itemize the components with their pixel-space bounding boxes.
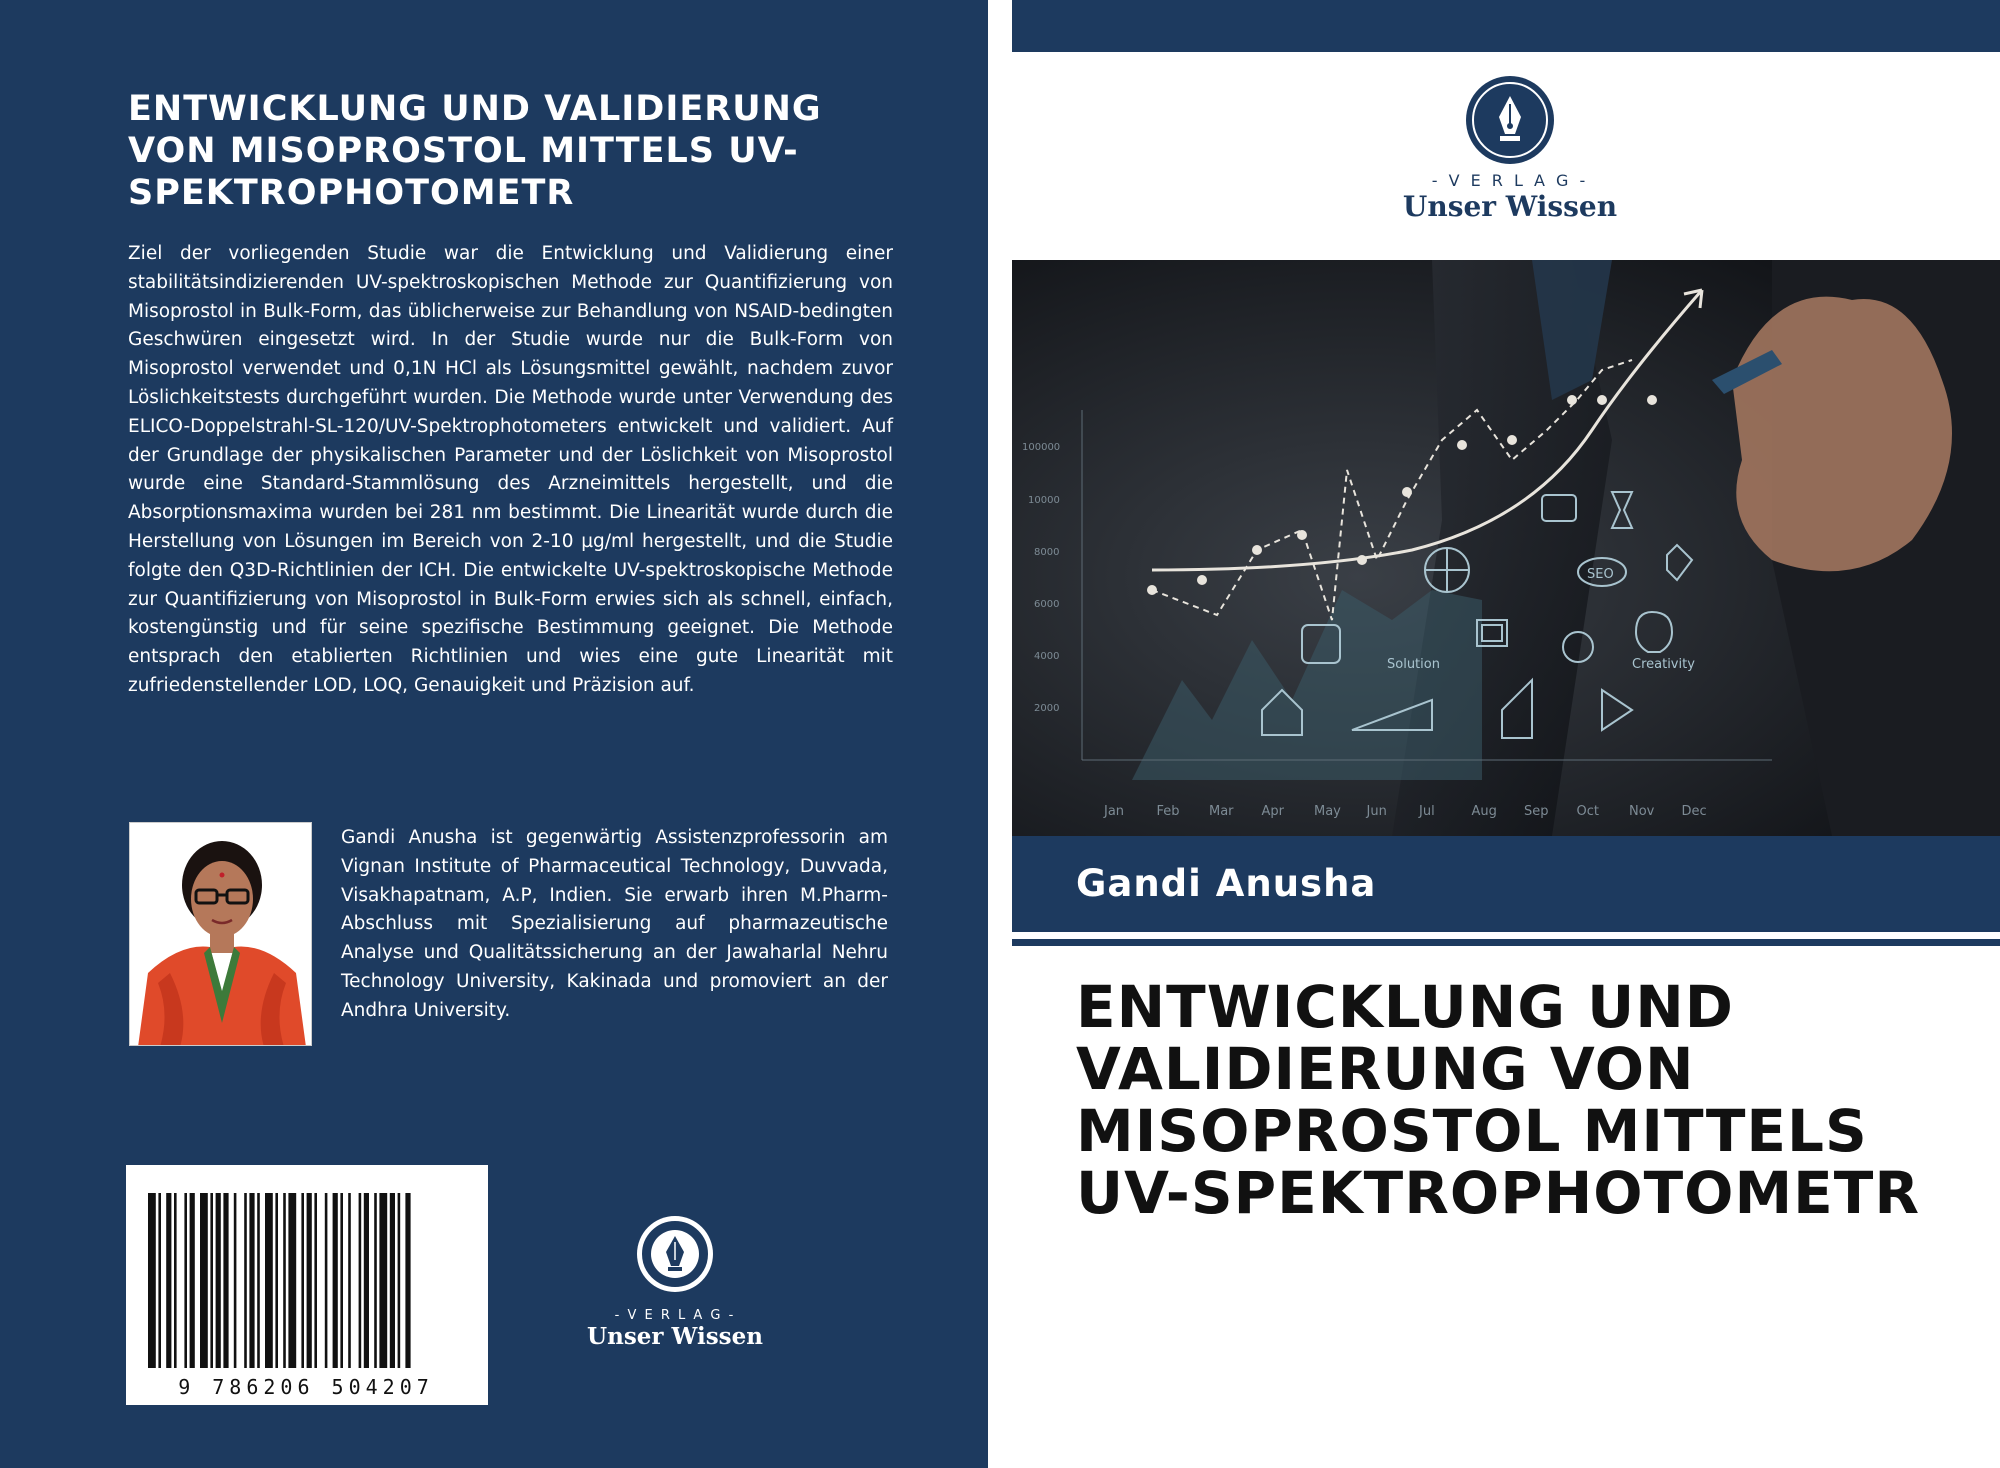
month-label: Dec xyxy=(1681,804,1707,819)
back-cover-abstract: Ziel der vorliegenden Studie war die Entwicklung und Validierung einer stabilitätsindizierenden UV-spektroskopischen Methode zur Quantifizierung von Misoprostol in Bulk-Form, das üblicherweise zur Behandlung von NSAID-bedingten Geschwüren eingesetzt wird. In der Studie wurde nur die Bulk-Form von Misoprostol verwendet und 0,1N HCl als Lösungsmittel gewählt, nachdem zuvor Löslichkeitstests durchgeführt wurden. Die Methode wurde unter Verwendung des ELICO-Doppelstrahl-SL-120/UV-Spektrophotometers entwickelt und validiert. Auf der Grundlage der physikalischen Parameter und der Löslichkeit von Misoprostol wurde eine Standard-Stammlösung des Arzneimittels hergestellt, und die Absorptionsmaxima wurden bei 281 nm bestimmt. Die Linearität wurde durch die Herstellung von Lösungen im Bereich von 2-10 µg/ml hergestellt, und die Studie folgte den Q3D-Richtlinien der ICH. Die entwickelte UV-spektroskopische Methode zur Quantifizierung von Misoprostol in Bulk-Form erwies sich als schnell, einfach, kostengünstig und für seine spezifische Bestimmung geeignet. Die Methode entsprach den etablierten Richtlinien und wies eine gute Linearität mit zufriedenstellender LOD, LOQ, Genauigkeit und Präzision auf. xyxy=(128,243,893,696)
front-divider xyxy=(1012,939,2000,946)
isbn-barcode xyxy=(126,1165,488,1405)
y-tick: 2000 xyxy=(1034,703,1060,714)
icon-label-creativity: Creativity xyxy=(1632,657,1695,672)
month-label: Mar xyxy=(1209,804,1234,819)
month-label: Jun xyxy=(1366,804,1387,819)
y-tick: 10000 xyxy=(1028,495,1060,506)
y-tick: 6000 xyxy=(1034,599,1060,610)
author-bio: Gandi Anusha ist gegenwärtig Assistenzprofessorin am Vignan Institute of Pharmaceutical Technology, Duvvada, Visakhapatnam, A.P, Indien. Sie erwarb ihren M.Pharm-Abschluss mit Spezialisierung auf pharmazeutische Analyse und Qualitätssicherung an der Jawaharlal Nehru Technology University, Kakinada und promoviert an der Andhra University. xyxy=(341,827,888,1021)
icon-label-solution: Solution xyxy=(1387,657,1440,672)
back-cover-title: ENTWICKLUNG UND VALIDIERUNG VON MISOPROSTOL MITTELS UV-SPEKTROPHOTOMETR xyxy=(128,89,822,213)
cover-image xyxy=(1012,260,2000,836)
author-photo xyxy=(129,822,312,1046)
y-tick: 8000 xyxy=(1034,547,1060,558)
front-cover-title: ENTWICKLUNG UND VALIDIERUNG VON MISOPROSTOL MITTELS UV-SPEKTROPHOTOMETR xyxy=(1076,973,1920,1227)
publisher-logo-back xyxy=(580,1212,770,1352)
month-label: May xyxy=(1314,804,1341,819)
publisher-name-front: Unser Wissen xyxy=(1402,190,1618,223)
icon-label-seo: SEO xyxy=(1587,567,1614,582)
month-label: Sep xyxy=(1524,804,1549,819)
month-label: Jul xyxy=(1419,804,1435,819)
month-label: Aug xyxy=(1471,804,1497,819)
publisher-verlag-back: - V E R L A G - xyxy=(614,1308,736,1323)
month-label: Nov xyxy=(1629,804,1655,819)
publisher-name-back: Unser Wissen xyxy=(587,1323,763,1350)
front-top-bar xyxy=(1012,0,2000,52)
front-cover xyxy=(1012,0,2000,1468)
front-author-name: Gandi Anusha xyxy=(1076,862,1377,905)
month-label: Jan xyxy=(1104,804,1125,819)
y-tick: 4000 xyxy=(1034,651,1060,662)
month-label: Feb xyxy=(1156,804,1180,819)
isbn-number: 9 786206 504207 xyxy=(178,1375,434,1399)
month-label: Apr xyxy=(1261,804,1284,819)
publisher-verlag-front: - V E R L A G - xyxy=(1431,171,1589,190)
y-tick: 100000 xyxy=(1022,442,1061,453)
back-cover xyxy=(0,0,988,1468)
month-label: Oct xyxy=(1576,804,1599,819)
publisher-logo-front xyxy=(1392,72,1628,232)
spine xyxy=(988,0,1012,1468)
